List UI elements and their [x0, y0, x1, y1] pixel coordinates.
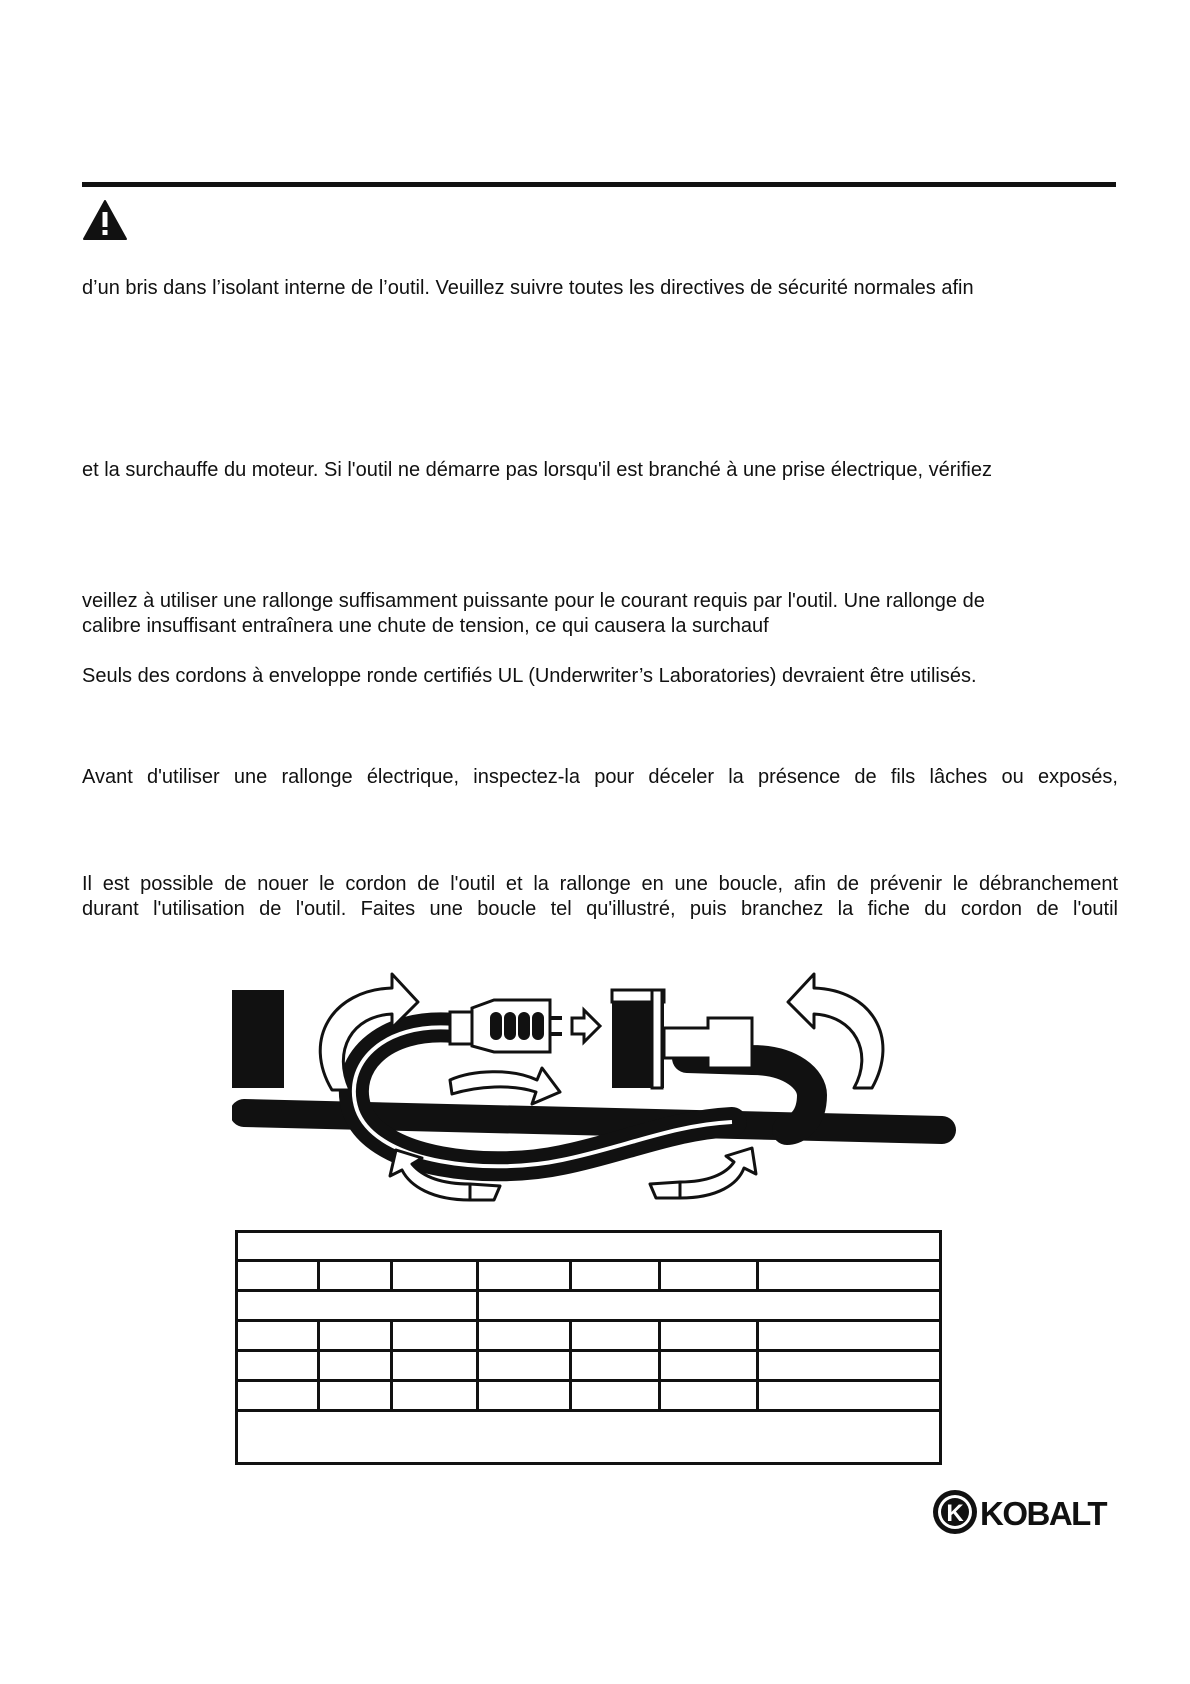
arrow-bottom-right-icon — [680, 1148, 756, 1198]
table-row — [237, 1261, 941, 1291]
table-cell — [392, 1321, 478, 1351]
table-cell — [392, 1261, 478, 1291]
logo-wordmark: KOBALT — [980, 1495, 1107, 1532]
table-cell — [319, 1351, 392, 1381]
table-cell — [571, 1351, 660, 1381]
table-cell — [478, 1291, 941, 1321]
table-cell — [758, 1321, 941, 1351]
table-cell — [478, 1351, 571, 1381]
table-cell — [237, 1381, 319, 1411]
arrow-bottom-left-tail-icon — [470, 1184, 500, 1200]
paragraph-insulation: d’un bris dans l’isolant interne de l’outil. Veuillez suivre toutes les directives de sécurité normales afin — [82, 277, 974, 299]
table-cell — [392, 1351, 478, 1381]
table-cell — [571, 1261, 660, 1291]
table-row — [237, 1411, 941, 1464]
table-row — [237, 1232, 941, 1261]
table-cell — [660, 1351, 758, 1381]
table-cell — [660, 1321, 758, 1351]
table-cell — [660, 1381, 758, 1411]
table-cell — [319, 1261, 392, 1291]
table-cell — [237, 1232, 941, 1261]
table-cell — [660, 1261, 758, 1291]
warning-triangle-icon — [82, 199, 128, 241]
table-cell — [758, 1351, 941, 1381]
table-cell — [319, 1381, 392, 1411]
header-rule — [82, 182, 1116, 187]
table-cell — [319, 1321, 392, 1351]
paragraph-ul-cords: Seuls des cordons à enveloppe ronde certifiés UL (Underwriter’s Laboratories) devraient être utilisés. — [82, 665, 977, 687]
logo-mark: K — [946, 1500, 964, 1527]
table-cell — [237, 1291, 478, 1321]
table-cell — [237, 1261, 319, 1291]
table-cell — [478, 1321, 571, 1351]
paragraph-knot: Il est possible de nouer le cordon de l'outil et la rallonge en une boucle, afin de prévenir le débranchement durant l'utilisation de l'outil. Faites une boucle tel qu'illustré, puis branchez la fiche du cordon de l'outil — [82, 873, 1118, 920]
plug-icon — [450, 1000, 562, 1052]
table-cell — [478, 1381, 571, 1411]
table-cell — [392, 1381, 478, 1411]
table-cell — [237, 1411, 941, 1464]
table-row — [237, 1291, 941, 1321]
table-row — [237, 1381, 941, 1411]
arrow-center-icon — [450, 1068, 560, 1104]
extension-cord-gauge-table — [235, 1230, 942, 1465]
paragraph-overheat: et la surchauffe du moteur. Si l'outil ne démarre pas lorsqu'il est branché à une prise électrique, vérifiez — [82, 459, 992, 481]
insert-arrow-icon — [572, 1010, 600, 1042]
table-cell — [758, 1381, 941, 1411]
table-cell — [237, 1321, 319, 1351]
table-cell — [571, 1321, 660, 1351]
table-row — [237, 1351, 941, 1381]
paragraph-inspect: Avant d'utiliser une rallonge électrique, inspectez-la pour déceler la présence de fils lâches ou exposés, — [82, 766, 1118, 788]
table-row — [237, 1321, 941, 1351]
table-cell — [758, 1261, 941, 1291]
table-cell — [478, 1261, 571, 1291]
table-cell — [571, 1381, 660, 1411]
kobalt-logo — [930, 1487, 1118, 1537]
table-cell — [237, 1351, 319, 1381]
paragraph-extension-cord: veillez à utiliser une rallonge suffisamment puissante pour le courant requis par l'outil. Une rallonge de calibre insuffisant entraînera une chute de tension, ce qui causera la surchauf — [82, 590, 985, 637]
cord-knot-illustration — [232, 960, 964, 1212]
arrow-bottom-right-tail-icon — [650, 1182, 680, 1198]
